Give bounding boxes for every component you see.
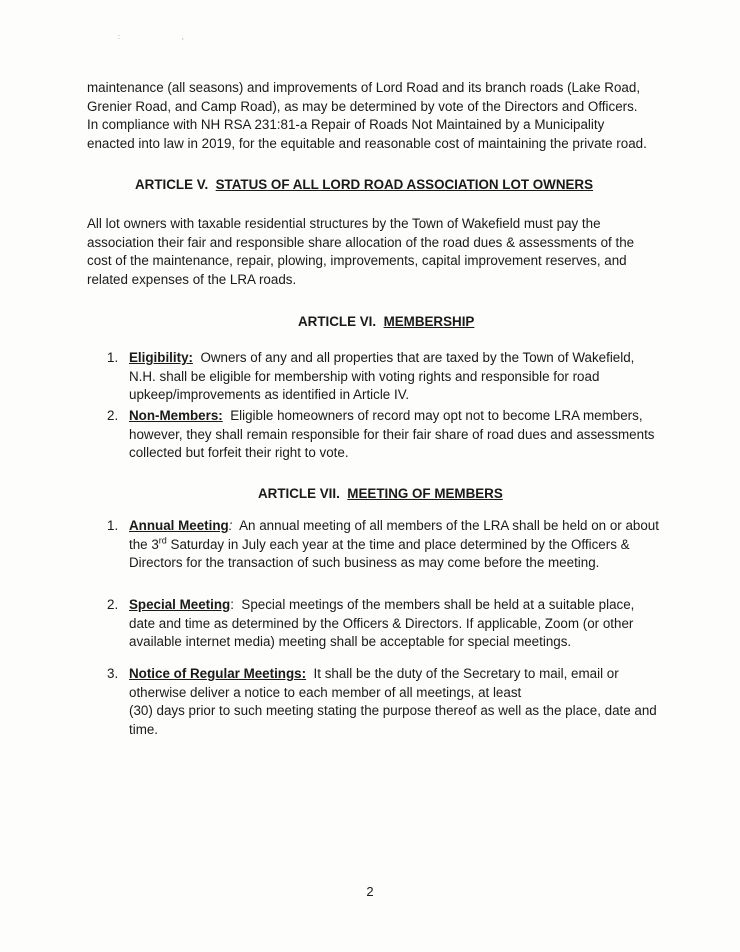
annual-meeting-text-b: Saturday in July each year at the time and place determined by the Officers & Directors for the transaction of such business as may come before the meeting. xyxy=(129,536,630,570)
notice-text-a: It shall be the duty of the Secretary to mail, email or otherwise deliver a notice to each member of all meetings, at least xyxy=(129,666,619,700)
list-number: 1. xyxy=(107,518,119,533)
list-number: 2. xyxy=(107,408,119,423)
page-number: 2 xyxy=(366,884,374,899)
list-number: 3. xyxy=(107,666,119,681)
notice-text-b: (30) days prior to such meeting stating the purpose thereof as well as the place, date and time. xyxy=(129,703,657,737)
ordinal-suffix: rd xyxy=(158,535,167,546)
article-6-title: MEMBERSHIP xyxy=(383,314,475,329)
article-5-prefix: ARTICLE V. xyxy=(135,177,209,192)
article-5-heading xyxy=(0,176,740,194)
term-colon: : xyxy=(228,518,233,533)
term-annual-meeting: Annual Meeting xyxy=(129,518,229,533)
article-7-prefix: ARTICLE VII. xyxy=(258,486,340,501)
list-item-text xyxy=(129,596,659,652)
list-item-text xyxy=(129,349,659,405)
list-item-eligibility xyxy=(107,349,667,405)
non-members-text: Eligible homeowners of record may opt not to become LRA members, however, they shall remain responsible for their fair share of road dues and assessments collected but forfeit their right to vote. xyxy=(129,408,655,460)
article-7-title: MEETING OF MEMBERS xyxy=(347,486,503,501)
list-item-special-meeting xyxy=(107,596,667,652)
list-number: 2. xyxy=(107,597,119,612)
list-item-non-members xyxy=(107,407,667,463)
list-item-text xyxy=(129,407,659,463)
annual-meeting-text-a: An annual meeting of all members of the LRA shall be held on or about the 3 xyxy=(129,518,659,552)
term-notice-of-meetings: Notice of Regular Meetings: xyxy=(129,666,307,681)
term-eligibility: Eligibility: xyxy=(129,350,193,365)
list-item-text xyxy=(129,665,659,739)
article-6-heading xyxy=(0,313,740,331)
term-non-members: Non-Members: xyxy=(129,408,223,423)
term-special-meeting: Special Meeting xyxy=(129,597,231,612)
article-7-heading xyxy=(0,485,740,503)
term-colon: : xyxy=(230,597,234,612)
article-6-prefix: ARTICLE VI. xyxy=(298,314,377,329)
intro-paragraph: maintenance (all seasons) and improvements of Lord Road and its branch roads (Lake Road, Grenier Road, and Camp Road), as may be determined by vote of the Directors and Officers. In compliance with NH RSA 231:81-a Repair of Roads Not Maintained by a Municipality enacted into law in 2019, for the equitable and reasonable cost of maintaining the private road. xyxy=(87,80,647,151)
list-number: 1. xyxy=(107,350,119,365)
list-item-notice-of-meetings xyxy=(107,665,667,741)
article-5-body: All lot owners with taxable residential structures by the Town of Wakefield must pay the association their fair and responsible share allocation of the road dues & assessments of the cost of the maintenance, repair, plowing, improvements, capital improvement reserves, and related expenses of the LRA roads. xyxy=(87,216,635,287)
list-item-annual-meeting xyxy=(107,517,667,593)
special-meeting-text: Special meetings of the members shall be held at a suitable place, date and time as determined by the Officers & Directors. If applicable, Zoom (or other available internet media) meeting shall be acceptable for special meetings. xyxy=(129,597,635,649)
scan-marks: : , xyxy=(118,34,214,41)
eligibility-text: Owners of any and all properties that are taxed by the Town of Wakefield, N.H. shall be eligible for membership with voting rights and responsible for road upkeep/improvements as identified in Article IV. xyxy=(129,350,635,402)
list-item-text xyxy=(129,517,659,573)
article-5-title: STATUS OF ALL LORD ROAD ASSOCIATION LOT OWNERS xyxy=(215,177,594,192)
